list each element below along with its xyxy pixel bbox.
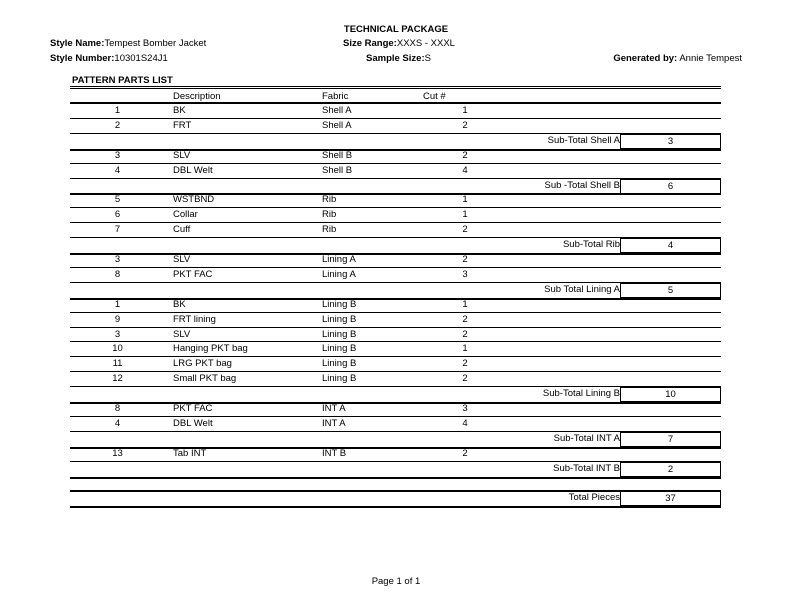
row-fabric: Lining A xyxy=(322,254,356,265)
row-rule xyxy=(70,312,721,313)
row-fabric: Lining B xyxy=(322,313,357,325)
row-rule xyxy=(70,416,721,417)
row-number: 7 xyxy=(114,224,121,236)
row-number: 9 xyxy=(114,313,121,325)
subtotal-label: Sub-Total Lining B xyxy=(542,388,620,400)
row-rule xyxy=(70,267,721,268)
row-cut-count: 2 xyxy=(462,119,468,131)
row-number: 11 xyxy=(112,358,123,370)
row-fabric: Lining B xyxy=(322,298,357,310)
total-label: Total Pieces xyxy=(568,492,620,504)
subtotal-label: Sub-Total Rib xyxy=(562,239,620,251)
style-number-line xyxy=(50,53,168,64)
row-cut-count: 1 xyxy=(462,209,468,221)
row-number: 13 xyxy=(112,447,123,459)
generated-by-line xyxy=(613,53,742,64)
row-description: DBL Welt xyxy=(173,164,213,176)
subtotal-value: 10 xyxy=(620,387,721,402)
row-number: 1 xyxy=(114,105,121,116)
subtotal-label: Sub-Total Shell A xyxy=(547,134,620,146)
subtotal-label: Sub-Total INT A xyxy=(553,432,620,444)
row-cut-count: 1 xyxy=(462,105,468,116)
row-rule xyxy=(70,118,721,119)
row-description: LRG PKT bag xyxy=(173,358,232,370)
sample-size-line xyxy=(366,53,431,64)
row-description: Cuff xyxy=(173,224,191,236)
section-title: PATTERN PARTS LIST xyxy=(72,75,173,86)
row-cut-count: 2 xyxy=(462,224,468,236)
row-cut-count: 4 xyxy=(462,164,468,176)
size-range-value: XXXS - XXXL xyxy=(396,38,455,49)
row-fabric: Shell B xyxy=(322,149,353,161)
style-name-value: Tempest Bomber Jacket xyxy=(104,38,207,49)
row-number: 1 xyxy=(114,298,121,310)
row-description: DBL Welt xyxy=(173,417,213,429)
column-header-description: Description xyxy=(173,91,221,102)
row-cut-count: 2 xyxy=(462,447,468,459)
column-header-fabric: Fabric xyxy=(322,91,349,102)
subtotal-value: 5 xyxy=(620,283,721,298)
subtotal-label: Sub -Total Shell B xyxy=(544,179,620,191)
subtotal-value: 7 xyxy=(620,432,721,447)
row-fabric: Rib xyxy=(322,194,337,206)
row-rule xyxy=(70,207,721,208)
sample-size-value: S xyxy=(424,53,431,64)
column-header-cut: Cut # xyxy=(423,91,446,102)
row-description: Hanging PKT bag xyxy=(173,343,248,355)
row-fabric: Lining B xyxy=(322,373,357,385)
row-fabric: Shell A xyxy=(322,105,352,116)
row-cut-count: 4 xyxy=(462,417,468,429)
subtotal-label: Sub Total Lining A xyxy=(544,283,620,295)
row-fabric: INT A xyxy=(322,417,346,429)
row-description: SLV xyxy=(173,149,191,161)
document-title: TECHNICAL PACKAGE xyxy=(343,24,449,35)
section-rule xyxy=(70,86,721,89)
row-number: 10 xyxy=(112,343,123,355)
row-cut-count: 2 xyxy=(462,313,468,325)
size-range-label: Size Range: xyxy=(343,38,397,49)
group-rule xyxy=(70,447,721,449)
row-rule xyxy=(70,163,721,164)
sample-size-label: Sample Size: xyxy=(366,53,425,64)
row-fabric: Rib xyxy=(322,209,337,221)
row-cut-count: 1 xyxy=(462,343,468,355)
subtotal-label: Sub-Total INT B xyxy=(553,462,620,474)
row-fabric: Shell A xyxy=(322,119,352,131)
row-fabric: Rib xyxy=(322,224,337,236)
row-number: 8 xyxy=(114,403,121,414)
row-number: 5 xyxy=(114,194,121,206)
row-description: FRT xyxy=(173,119,192,131)
row-rule xyxy=(70,356,721,357)
row-number: 4 xyxy=(114,164,121,176)
style-name-line xyxy=(50,38,206,49)
row-description: FRT lining xyxy=(173,313,216,325)
total-value: 37 xyxy=(620,491,721,506)
row-number: 12 xyxy=(112,373,123,385)
row-description: Tab INT xyxy=(173,447,207,459)
generated-by-label: Generated by: xyxy=(613,53,678,64)
row-description: PKT FAC xyxy=(173,268,213,280)
subtotal-value: 4 xyxy=(620,238,721,253)
row-cut-count: 1 xyxy=(462,194,468,206)
row-fabric: Lining A xyxy=(322,268,356,280)
row-number: 2 xyxy=(114,119,121,131)
row-cut-count: 1 xyxy=(462,298,468,310)
total-rule xyxy=(70,506,721,508)
row-rule xyxy=(70,327,721,328)
row-description: Collar xyxy=(173,209,198,221)
row-fabric: INT B xyxy=(322,447,347,459)
row-number: 4 xyxy=(114,417,121,429)
row-rule xyxy=(70,341,721,342)
row-description: WSTBND xyxy=(173,194,215,206)
row-number: 3 xyxy=(114,149,121,161)
row-fabric: Lining B xyxy=(322,358,357,370)
row-cut-count: 3 xyxy=(462,403,468,414)
style-number-label: Style Number: xyxy=(50,53,115,64)
row-description: BK xyxy=(173,298,186,310)
group-rule xyxy=(70,477,721,479)
subtotal-value: 3 xyxy=(620,134,721,149)
subtotal-value: 6 xyxy=(620,179,721,194)
group-rule xyxy=(70,253,721,255)
row-description: SLV xyxy=(173,328,191,340)
row-cut-count: 2 xyxy=(462,328,468,340)
row-number: 6 xyxy=(114,209,121,221)
row-rule xyxy=(70,222,721,223)
row-fabric: Lining B xyxy=(322,343,357,355)
row-description: BK xyxy=(173,105,186,116)
group-rule xyxy=(70,402,721,404)
row-fabric: Lining B xyxy=(322,328,357,340)
row-description: Small PKT bag xyxy=(173,373,237,385)
row-number: 3 xyxy=(114,328,121,340)
row-cut-count: 2 xyxy=(462,358,468,370)
page-footer: Page 1 of 1 xyxy=(371,576,421,587)
row-cut-count: 2 xyxy=(462,149,468,161)
group-rule xyxy=(70,298,721,300)
size-range-line xyxy=(343,38,455,49)
style-number-value: 10301S24J1 xyxy=(114,53,168,64)
row-description: SLV xyxy=(173,254,191,265)
group-rule xyxy=(70,193,721,195)
header-rule xyxy=(70,102,721,104)
row-fabric: INT A xyxy=(322,403,346,414)
row-cut-count: 2 xyxy=(462,254,468,265)
row-fabric: Shell B xyxy=(322,164,353,176)
row-number: 8 xyxy=(114,268,121,280)
row-rule xyxy=(70,371,721,372)
row-number: 3 xyxy=(114,254,121,265)
generated-by-value: Annie Tempest xyxy=(679,53,742,64)
subtotal-value: 2 xyxy=(620,462,721,477)
row-cut-count: 3 xyxy=(462,268,468,280)
style-name-label: Style Name: xyxy=(50,38,105,49)
row-description: PKT FAC xyxy=(173,403,213,414)
row-cut-count: 2 xyxy=(462,373,468,385)
group-rule xyxy=(70,149,721,151)
